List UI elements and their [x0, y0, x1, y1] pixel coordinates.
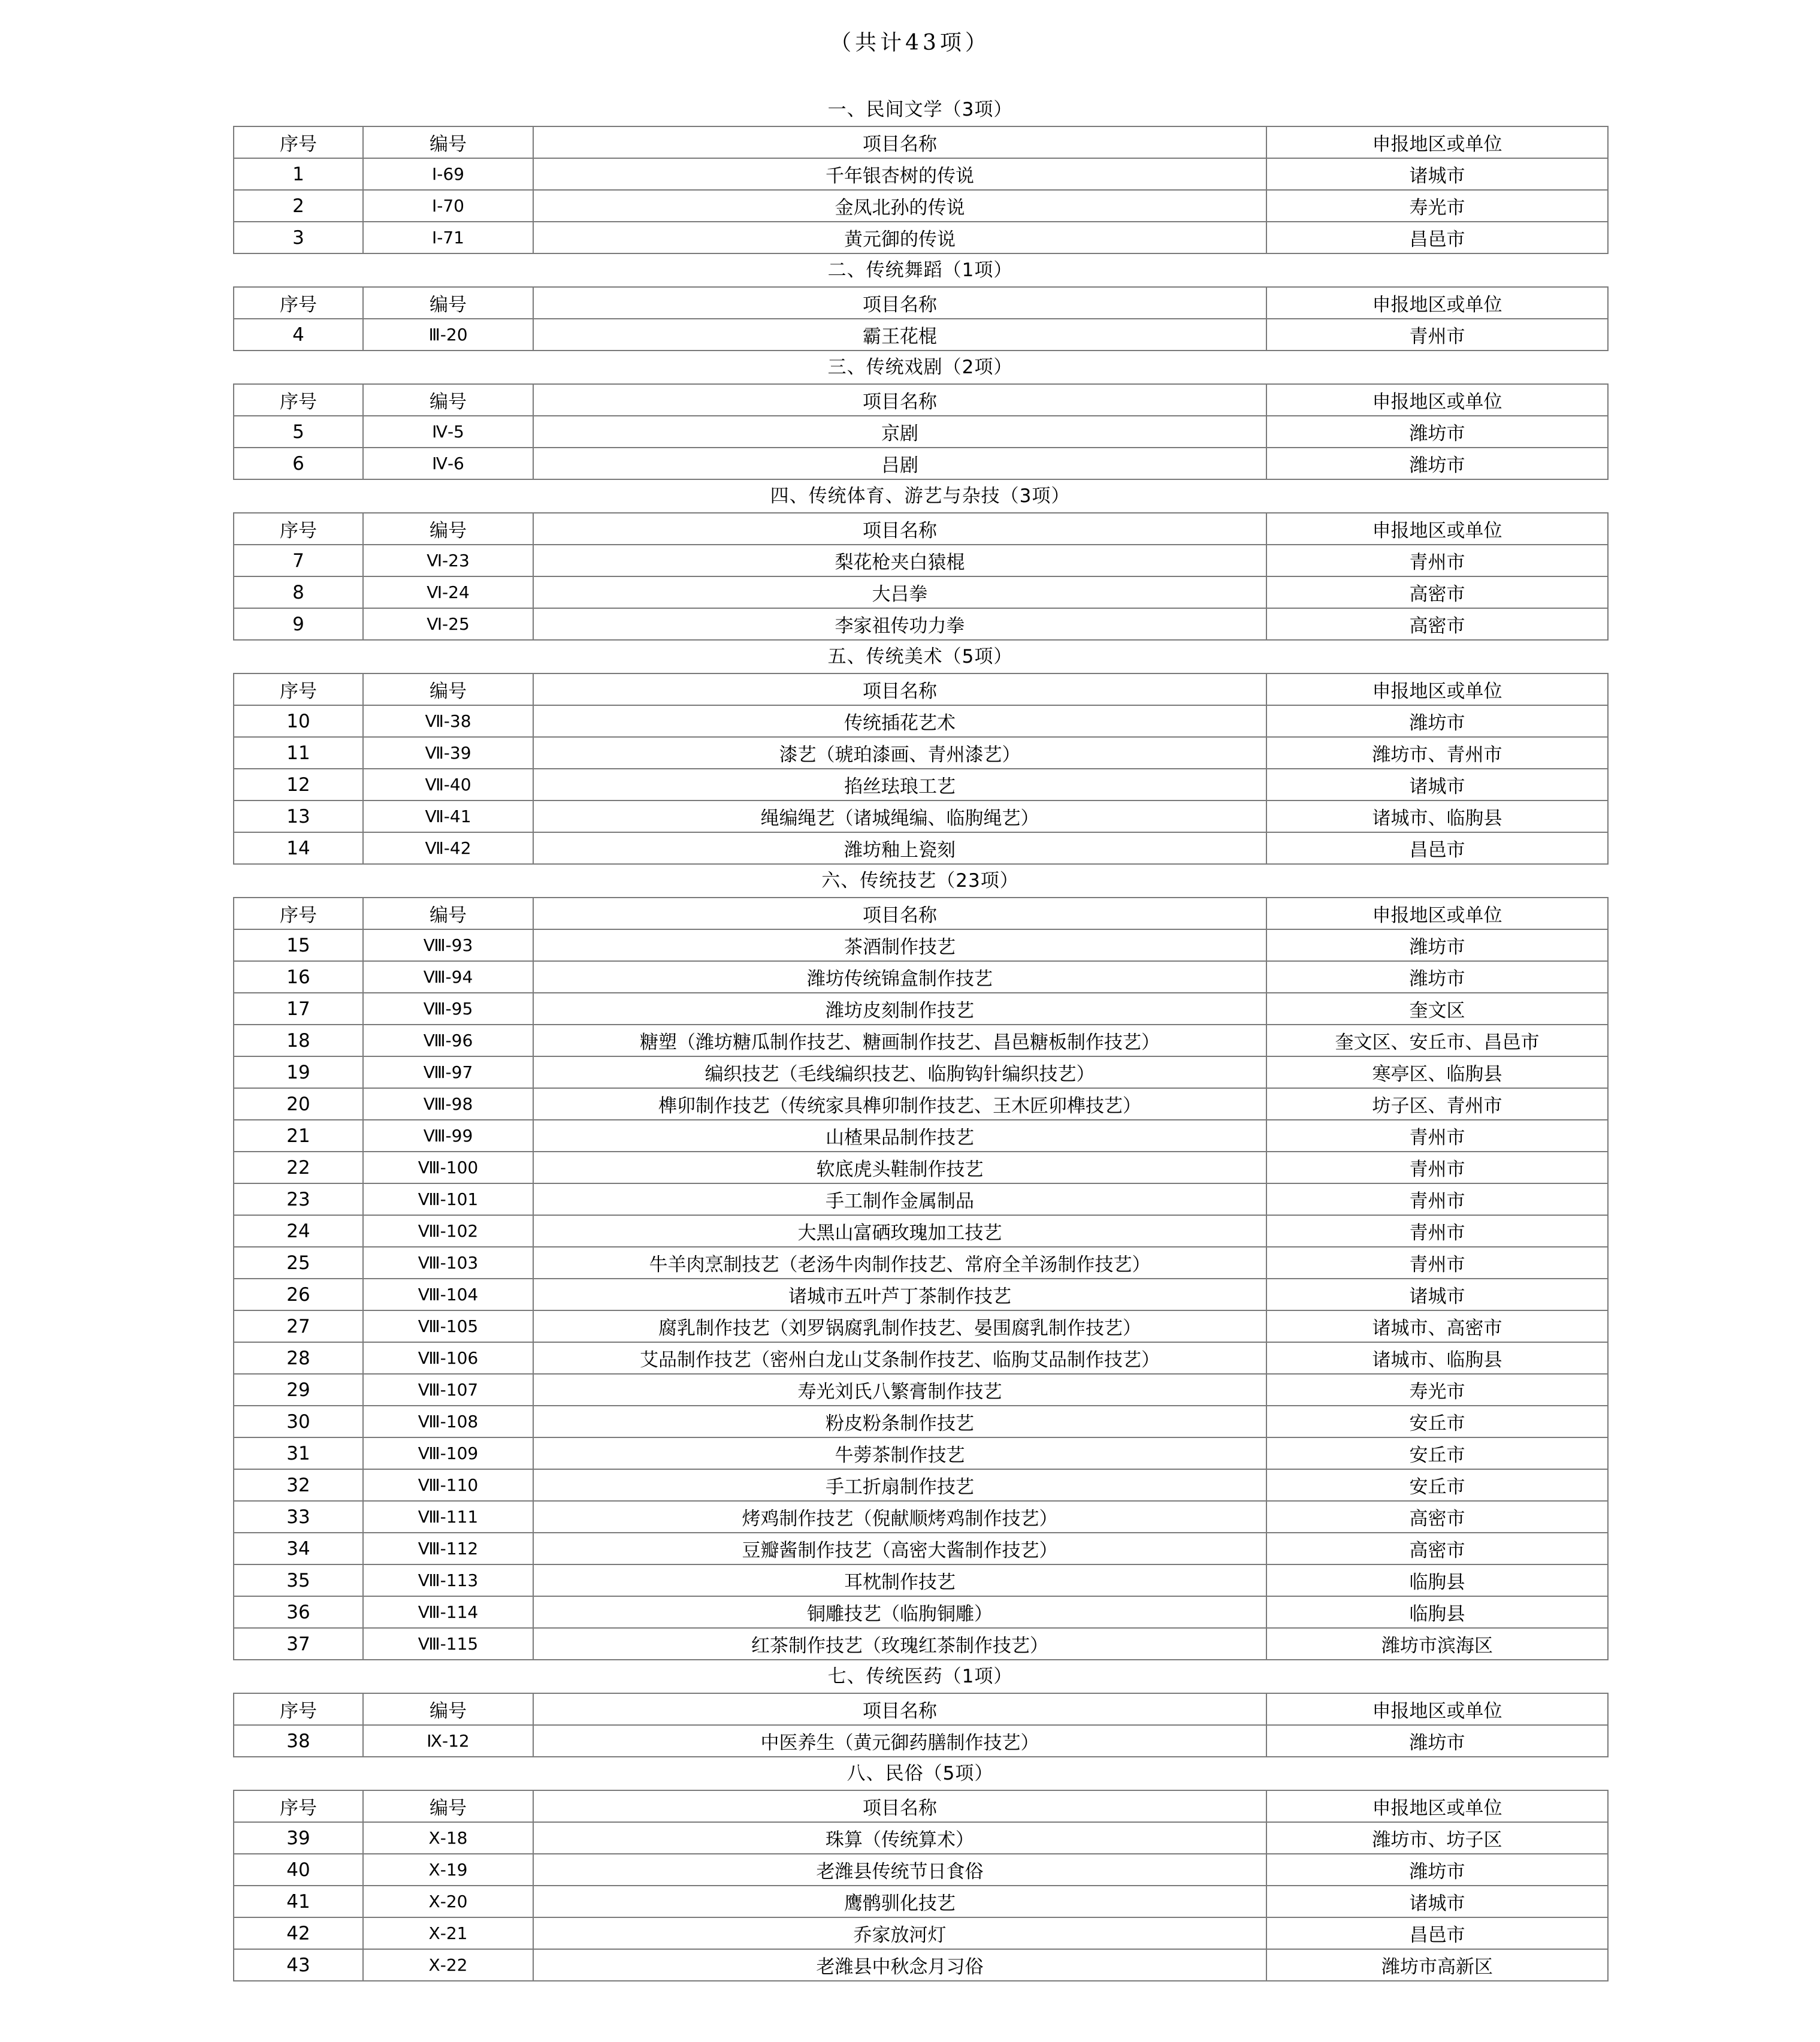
- column-header-code: 编号: [363, 126, 533, 158]
- table-row: [234, 737, 1608, 769]
- cell-index: 6: [234, 448, 363, 479]
- cell-region: 高密市: [1266, 1501, 1608, 1533]
- cell-region: 昌邑市: [1266, 222, 1608, 253]
- table-row: [234, 1917, 1608, 1949]
- document-body: [233, 93, 1607, 1981]
- cell-name: 鹰鹘驯化技艺: [533, 1886, 1266, 1917]
- table-row: [234, 705, 1608, 737]
- column-header-name: 项目名称: [533, 384, 1266, 416]
- column-header-region: 申报地区或单位: [1266, 126, 1608, 158]
- cell-index: 4: [234, 319, 363, 351]
- column-header-code: 编号: [363, 673, 533, 705]
- cell-name: 寿光刘氏八繁膏制作技艺: [533, 1374, 1266, 1406]
- cell-index: 18: [234, 1025, 363, 1056]
- table-row: [234, 1564, 1608, 1596]
- section-title: 四、传统体育、游艺与杂技（3项）: [770, 485, 1071, 507]
- table-row: [234, 929, 1608, 961]
- cell-code: Ⅷ-102: [363, 1215, 533, 1247]
- cell-code: Ⅷ-96: [363, 1025, 533, 1056]
- cell-name: 黄元御的传说: [533, 222, 1266, 253]
- column-header-index: 序号: [234, 287, 363, 319]
- table-row: [234, 1310, 1608, 1342]
- cell-region: 高密市: [1266, 576, 1608, 608]
- cell-name: 掐丝珐琅工艺: [533, 769, 1266, 801]
- cell-region: 诸城市、高密市: [1266, 1310, 1608, 1342]
- cell-index: 19: [234, 1056, 363, 1088]
- section-title: 五、传统美术（5项）: [827, 646, 1013, 667]
- cell-code: Ⅰ-71: [363, 222, 533, 253]
- cell-region: 潍坊市滨海区: [1266, 1628, 1608, 1660]
- table-row: [234, 1247, 1608, 1279]
- cell-index: 7: [234, 545, 363, 576]
- table-row: [234, 1279, 1608, 1310]
- cell-region: 潍坊市、坊子区: [1266, 1822, 1608, 1854]
- cell-region: 寿光市: [1266, 1374, 1608, 1406]
- column-header-code: 编号: [363, 513, 533, 545]
- cell-name: 中医养生（黄元御药膳制作技艺）: [533, 1725, 1266, 1757]
- cell-code: Ⅹ-21: [363, 1917, 533, 1949]
- cell-code: Ⅹ-19: [363, 1854, 533, 1886]
- cell-index: 10: [234, 705, 363, 737]
- cell-name: 牛羊肉烹制技艺（老汤牛肉制作技艺、常府全羊汤制作技艺）: [533, 1247, 1266, 1279]
- cell-region: 潍坊市: [1266, 1854, 1608, 1886]
- cell-index: 27: [234, 1310, 363, 1342]
- cell-index: 40: [234, 1854, 363, 1886]
- cell-index: 2: [234, 190, 363, 222]
- cell-region: 诸城市: [1266, 1886, 1608, 1917]
- cell-code: Ⅰ-70: [363, 190, 533, 222]
- table-row: [234, 993, 1608, 1025]
- section-table: [233, 897, 1609, 1660]
- cell-region: 诸城市: [1266, 1279, 1608, 1310]
- cell-region: 寒亭区、临朐县: [1266, 1056, 1608, 1088]
- cell-region: 昌邑市: [1266, 832, 1608, 864]
- cell-name: 珠算（传统算术）: [533, 1822, 1266, 1854]
- cell-code: Ⅶ-41: [363, 801, 533, 832]
- cell-name: 诸城市五叶芦丁茶制作技艺: [533, 1279, 1266, 1310]
- column-header-index: 序号: [234, 673, 363, 705]
- cell-region: 青州市: [1266, 1183, 1608, 1215]
- cell-index: 28: [234, 1342, 363, 1374]
- cell-region: 潍坊市: [1266, 416, 1608, 448]
- section-table: [233, 286, 1609, 351]
- cell-name: 手工折扇制作技艺: [533, 1469, 1266, 1501]
- cell-index: 1: [234, 158, 363, 190]
- table-row: [234, 158, 1608, 190]
- table-row: [234, 448, 1608, 479]
- cell-code: Ⅹ-22: [363, 1949, 533, 1981]
- cell-code: Ⅷ-107: [363, 1374, 533, 1406]
- cell-code: Ⅷ-108: [363, 1406, 533, 1437]
- column-header-index: 序号: [234, 1790, 363, 1822]
- table-row: [234, 1596, 1608, 1628]
- cell-name: 潍坊釉上瓷刻: [533, 832, 1266, 864]
- table-row: [234, 1533, 1608, 1564]
- cell-index: 9: [234, 608, 363, 640]
- cell-code: Ⅷ-109: [363, 1437, 533, 1469]
- column-header-index: 序号: [234, 513, 363, 545]
- column-header-code: 编号: [363, 898, 533, 929]
- cell-region: 临朐县: [1266, 1596, 1608, 1628]
- cell-code: Ⅷ-115: [363, 1628, 533, 1660]
- cell-region: 诸城市: [1266, 769, 1608, 801]
- cell-index: 25: [234, 1247, 363, 1279]
- cell-name: 京剧: [533, 416, 1266, 448]
- column-header-name: 项目名称: [533, 898, 1266, 929]
- cell-index: 11: [234, 737, 363, 769]
- cell-name: 老潍县中秋念月习俗: [533, 1949, 1266, 1981]
- cell-name: 粉皮粉条制作技艺: [533, 1406, 1266, 1437]
- cell-index: 41: [234, 1886, 363, 1917]
- column-header-region: 申报地区或单位: [1266, 287, 1608, 319]
- cell-region: 奎文区: [1266, 993, 1608, 1025]
- column-header-index: 序号: [234, 384, 363, 416]
- table-header-row: [234, 513, 1608, 545]
- cell-name: 山楂果品制作技艺: [533, 1120, 1266, 1152]
- column-header-region: 申报地区或单位: [1266, 673, 1608, 705]
- column-header-index: 序号: [234, 1693, 363, 1725]
- table-row: [234, 1025, 1608, 1056]
- section-table: [233, 1693, 1609, 1757]
- column-header-region: 申报地区或单位: [1266, 898, 1608, 929]
- cell-index: 22: [234, 1152, 363, 1183]
- table-row: [234, 1406, 1608, 1437]
- cell-index: 20: [234, 1088, 363, 1120]
- cell-region: 潍坊市: [1266, 1725, 1608, 1757]
- cell-code: Ⅷ-100: [363, 1152, 533, 1183]
- column-header-code: 编号: [363, 384, 533, 416]
- cell-index: 38: [234, 1725, 363, 1757]
- table-row: [234, 1215, 1608, 1247]
- table-row: [234, 1949, 1608, 1981]
- column-header-name: 项目名称: [533, 126, 1266, 158]
- cell-index: 34: [234, 1533, 363, 1564]
- column-header-region: 申报地区或单位: [1266, 513, 1608, 545]
- section-title: 二、传统舞蹈（1项）: [827, 259, 1013, 281]
- cell-code: Ⅶ-38: [363, 705, 533, 737]
- column-header-region: 申报地区或单位: [1266, 1693, 1608, 1725]
- cell-code: Ⅷ-98: [363, 1088, 533, 1120]
- table-row: [234, 1088, 1608, 1120]
- cell-code: Ⅶ-39: [363, 737, 533, 769]
- cell-code: Ⅸ-12: [363, 1725, 533, 1757]
- cell-name: 千年银杏树的传说: [533, 158, 1266, 190]
- cell-index: 37: [234, 1628, 363, 1660]
- cell-code: Ⅷ-110: [363, 1469, 533, 1501]
- cell-code: Ⅰ-69: [363, 158, 533, 190]
- cell-region: 安丘市: [1266, 1469, 1608, 1501]
- table-header-row: [234, 898, 1608, 929]
- section-table: [233, 512, 1609, 641]
- cell-code: Ⅵ-23: [363, 545, 533, 576]
- cell-index: 36: [234, 1596, 363, 1628]
- cell-region: 潍坊市: [1266, 961, 1608, 993]
- cell-name: 老潍县传统节日食俗: [533, 1854, 1266, 1886]
- cell-name: 烤鸡制作技艺（倪献顺烤鸡制作技艺）: [533, 1501, 1266, 1533]
- cell-index: 26: [234, 1279, 363, 1310]
- cell-index: 42: [234, 1917, 363, 1949]
- table-row: [234, 1822, 1608, 1854]
- column-header-name: 项目名称: [533, 673, 1266, 705]
- cell-code: Ⅶ-42: [363, 832, 533, 864]
- table-header-row: [234, 673, 1608, 705]
- cell-region: 青州市: [1266, 319, 1608, 351]
- cell-index: 13: [234, 801, 363, 832]
- section-title: 七、传统医药（1项）: [827, 1666, 1013, 1687]
- column-header-name: 项目名称: [533, 1790, 1266, 1822]
- table-row: [234, 190, 1608, 222]
- cell-index: 21: [234, 1120, 363, 1152]
- section-table: [233, 1790, 1609, 1981]
- cell-name: 绳编绳艺（诸城绳编、临朐绳艺）: [533, 801, 1266, 832]
- cell-code: Ⅷ-113: [363, 1564, 533, 1596]
- table-row: [234, 545, 1608, 576]
- cell-index: 3: [234, 222, 363, 253]
- page-title: （共计43项）: [830, 31, 990, 55]
- cell-name: 耳枕制作技艺: [533, 1564, 1266, 1596]
- cell-name: 潍坊皮刻制作技艺: [533, 993, 1266, 1025]
- cell-name: 传统插花艺术: [533, 705, 1266, 737]
- cell-index: 39: [234, 1822, 363, 1854]
- table-row: [234, 1854, 1608, 1886]
- table-row: [234, 1056, 1608, 1088]
- cell-index: 15: [234, 929, 363, 961]
- table-row: [234, 1886, 1608, 1917]
- table-row: [234, 1152, 1608, 1183]
- cell-region: 青州市: [1266, 1152, 1608, 1183]
- table-header-row: [234, 1693, 1608, 1725]
- cell-region: 高密市: [1266, 1533, 1608, 1564]
- cell-code: Ⅷ-111: [363, 1501, 533, 1533]
- cell-code: Ⅷ-104: [363, 1279, 533, 1310]
- cell-region: 寿光市: [1266, 190, 1608, 222]
- table-header-row: [234, 287, 1608, 319]
- cell-region: 潍坊市高新区: [1266, 1949, 1608, 1981]
- cell-code: Ⅵ-24: [363, 576, 533, 608]
- cell-code: Ⅷ-106: [363, 1342, 533, 1374]
- section-title: 六、传统技艺（23项）: [821, 870, 1019, 892]
- table-row: [234, 1437, 1608, 1469]
- table-row: [234, 801, 1608, 832]
- cell-region: 潍坊市: [1266, 929, 1608, 961]
- cell-name: 梨花枪夹白猿棍: [533, 545, 1266, 576]
- table-row: [234, 576, 1608, 608]
- cell-code: Ⅷ-93: [363, 929, 533, 961]
- column-header-index: 序号: [234, 898, 363, 929]
- cell-name: 乔家放河灯: [533, 1917, 1266, 1949]
- table-header-row: [234, 126, 1608, 158]
- table-row: [234, 222, 1608, 253]
- cell-region: 高密市: [1266, 608, 1608, 640]
- cell-index: 35: [234, 1564, 363, 1596]
- cell-name: 大黑山富硒玫瑰加工技艺: [533, 1215, 1266, 1247]
- cell-index: 32: [234, 1469, 363, 1501]
- cell-code: Ⅷ-101: [363, 1183, 533, 1215]
- section-title: 一、民间文学（3项）: [827, 99, 1013, 120]
- cell-region: 潍坊市: [1266, 705, 1608, 737]
- table-row: [234, 1725, 1608, 1757]
- cell-name: 茶酒制作技艺: [533, 929, 1266, 961]
- cell-index: 30: [234, 1406, 363, 1437]
- cell-name: 软底虎头鞋制作技艺: [533, 1152, 1266, 1183]
- cell-name: 牛蒡茶制作技艺: [533, 1437, 1266, 1469]
- section-title: 八、民俗（5项）: [846, 1763, 994, 1784]
- table-row: [234, 1469, 1608, 1501]
- cell-index: 23: [234, 1183, 363, 1215]
- section-table: [233, 126, 1609, 254]
- section-table: [233, 383, 1609, 480]
- table-row: [234, 608, 1608, 640]
- cell-region: 潍坊市、青州市: [1266, 737, 1608, 769]
- cell-code: Ⅷ-97: [363, 1056, 533, 1088]
- table-header-row: [234, 1790, 1608, 1822]
- cell-region: 安丘市: [1266, 1406, 1608, 1437]
- column-header-region: 申报地区或单位: [1266, 1790, 1608, 1822]
- cell-region: 青州市: [1266, 1247, 1608, 1279]
- cell-name: 漆艺（琥珀漆画、青州漆艺）: [533, 737, 1266, 769]
- cell-code: Ⅷ-112: [363, 1533, 533, 1564]
- cell-name: 手工制作金属制品: [533, 1183, 1266, 1215]
- cell-region: 诸城市、临朐县: [1266, 801, 1608, 832]
- cell-name: 编织技艺（毛线编织技艺、临朐钩针编织技艺）: [533, 1056, 1266, 1088]
- column-header-code: 编号: [363, 1693, 533, 1725]
- cell-index: 29: [234, 1374, 363, 1406]
- cell-code: Ⅶ-40: [363, 769, 533, 801]
- cell-region: 青州市: [1266, 1120, 1608, 1152]
- table-row: [234, 769, 1608, 801]
- table-row: [234, 1342, 1608, 1374]
- cell-name: 李家祖传功力拳: [533, 608, 1266, 640]
- column-header-region: 申报地区或单位: [1266, 384, 1608, 416]
- cell-code: Ⅹ-20: [363, 1886, 533, 1917]
- cell-index: 31: [234, 1437, 363, 1469]
- cell-region: 坊子区、青州市: [1266, 1088, 1608, 1120]
- cell-code: Ⅲ-20: [363, 319, 533, 351]
- cell-name: 腐乳制作技艺（刘罗锅腐乳制作技艺、晏围腐乳制作技艺）: [533, 1310, 1266, 1342]
- column-header-index: 序号: [234, 126, 363, 158]
- table-row: [234, 961, 1608, 993]
- cell-region: 临朐县: [1266, 1564, 1608, 1596]
- cell-region: 诸城市、临朐县: [1266, 1342, 1608, 1374]
- table-row: [234, 1501, 1608, 1533]
- cell-region: 昌邑市: [1266, 1917, 1608, 1949]
- table-row: [234, 1183, 1608, 1215]
- cell-index: 43: [234, 1949, 363, 1981]
- table-row: [234, 319, 1608, 351]
- table-row: [234, 1120, 1608, 1152]
- table-row: [234, 1374, 1608, 1406]
- cell-index: 14: [234, 832, 363, 864]
- cell-code: Ⅷ-99: [363, 1120, 533, 1152]
- cell-region: 奎文区、安丘市、昌邑市: [1266, 1025, 1608, 1056]
- table-header-row: [234, 384, 1608, 416]
- cell-region: 诸城市: [1266, 158, 1608, 190]
- table-row: [234, 832, 1608, 864]
- cell-code: Ⅳ-5: [363, 416, 533, 448]
- cell-code: Ⅷ-105: [363, 1310, 533, 1342]
- cell-name: 糖塑（潍坊糖瓜制作技艺、糖画制作技艺、昌邑糖板制作技艺）: [533, 1025, 1266, 1056]
- cell-code: Ⅵ-25: [363, 608, 533, 640]
- cell-name: 吕剧: [533, 448, 1266, 479]
- cell-region: 青州市: [1266, 545, 1608, 576]
- section-table: [233, 673, 1609, 865]
- cell-region: 青州市: [1266, 1215, 1608, 1247]
- cell-code: Ⅷ-114: [363, 1596, 533, 1628]
- cell-code: Ⅹ-18: [363, 1822, 533, 1854]
- cell-index: 5: [234, 416, 363, 448]
- cell-region: 安丘市: [1266, 1437, 1608, 1469]
- cell-name: 霸王花棍: [533, 319, 1266, 351]
- cell-name: 金凤北孙的传说: [533, 190, 1266, 222]
- cell-index: 24: [234, 1215, 363, 1247]
- table-row: [234, 1628, 1608, 1660]
- cell-name: 豆瓣酱制作技艺（高密大酱制作技艺）: [533, 1533, 1266, 1564]
- cell-index: 12: [234, 769, 363, 801]
- cell-name: 红茶制作技艺（玫瑰红茶制作技艺）: [533, 1628, 1266, 1660]
- cell-index: 33: [234, 1501, 363, 1533]
- table-row: [234, 416, 1608, 448]
- cell-name: 榫卯制作技艺（传统家具榫卯制作技艺、王木匠卯榫技艺）: [533, 1088, 1266, 1120]
- cell-name: 艾品制作技艺（密州白龙山艾条制作技艺、临朐艾品制作技艺）: [533, 1342, 1266, 1374]
- column-header-code: 编号: [363, 287, 533, 319]
- column-header-name: 项目名称: [533, 287, 1266, 319]
- section-title: 三、传统戏剧（2项）: [827, 357, 1013, 378]
- cell-name: 大吕拳: [533, 576, 1266, 608]
- cell-code: Ⅷ-103: [363, 1247, 533, 1279]
- cell-index: 16: [234, 961, 363, 993]
- cell-code: Ⅳ-6: [363, 448, 533, 479]
- column-header-name: 项目名称: [533, 1693, 1266, 1725]
- column-header-code: 编号: [363, 1790, 533, 1822]
- cell-index: 8: [234, 576, 363, 608]
- cell-code: Ⅷ-94: [363, 961, 533, 993]
- cell-index: 17: [234, 993, 363, 1025]
- cell-code: Ⅷ-95: [363, 993, 533, 1025]
- cell-name: 潍坊传统锦盒制作技艺: [533, 961, 1266, 993]
- cell-name: 铜雕技艺（临朐铜雕）: [533, 1596, 1266, 1628]
- cell-region: 潍坊市: [1266, 448, 1608, 479]
- column-header-name: 项目名称: [533, 513, 1266, 545]
